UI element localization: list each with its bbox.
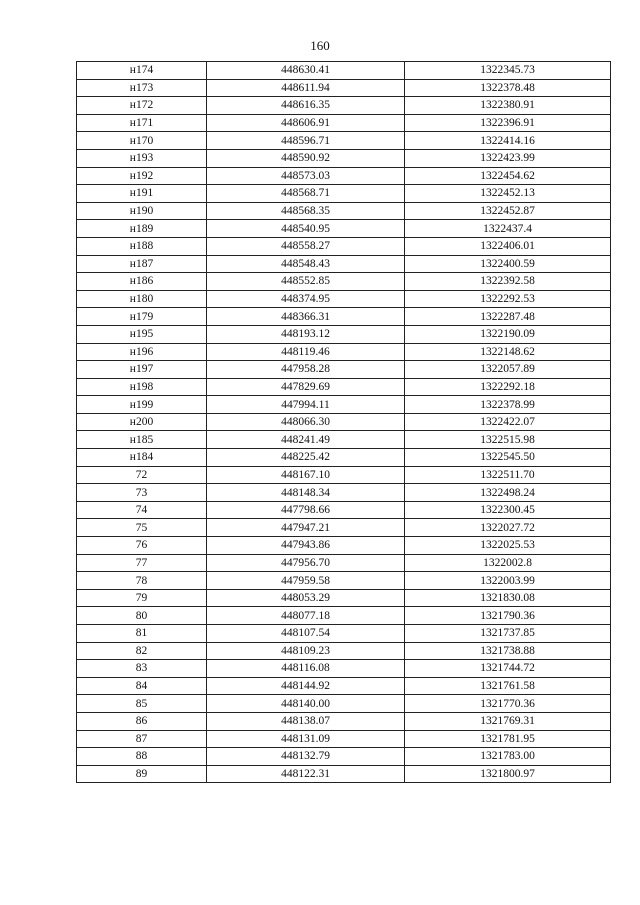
y-coordinate-cell: 1322452.13: [405, 185, 611, 203]
point-id-cell: н197: [77, 361, 207, 379]
point-id-cell: н199: [77, 396, 207, 414]
y-coordinate-cell: 1322454.62: [405, 167, 611, 185]
point-id-cell: н180: [77, 290, 207, 308]
y-coordinate-cell: 1322396.91: [405, 114, 611, 132]
point-id-cell: 83: [77, 660, 207, 678]
x-coordinate-cell: 448107.54: [207, 625, 405, 643]
y-coordinate-cell: 1321783.00: [405, 748, 611, 766]
x-coordinate-cell: 448122.31: [207, 765, 405, 783]
x-coordinate-cell: 448573.03: [207, 167, 405, 185]
table-row: [77, 185, 611, 203]
table-row: [77, 572, 611, 590]
x-coordinate-cell: 448366.31: [207, 308, 405, 326]
table-row: [77, 484, 611, 502]
point-id-cell: н173: [77, 79, 207, 97]
table-row: [77, 660, 611, 678]
point-id-cell: 86: [77, 712, 207, 730]
table-row: [77, 677, 611, 695]
table-row: [77, 695, 611, 713]
point-id-cell: 82: [77, 642, 207, 660]
table-row: [77, 607, 611, 625]
coordinates-table: [76, 61, 611, 783]
x-coordinate-cell: 447943.86: [207, 537, 405, 555]
point-id-cell: н193: [77, 149, 207, 167]
table-row: [77, 396, 611, 414]
y-coordinate-cell: 1322300.45: [405, 501, 611, 519]
table-row: [77, 449, 611, 467]
y-coordinate-cell: 1322414.16: [405, 132, 611, 150]
y-coordinate-cell: 1322406.01: [405, 237, 611, 255]
point-id-cell: 80: [77, 607, 207, 625]
x-coordinate-cell: 448131.09: [207, 730, 405, 748]
table-row: [77, 202, 611, 220]
table-row: [77, 537, 611, 555]
point-id-cell: н184: [77, 449, 207, 467]
x-coordinate-cell: 447994.11: [207, 396, 405, 414]
point-id-cell: н179: [77, 308, 207, 326]
table-row: [77, 167, 611, 185]
y-coordinate-cell: 1322025.53: [405, 537, 611, 555]
x-coordinate-cell: 448109.23: [207, 642, 405, 660]
x-coordinate-cell: 448077.18: [207, 607, 405, 625]
page-number: 160: [310, 38, 330, 53]
y-coordinate-cell: 1322292.53: [405, 290, 611, 308]
x-coordinate-cell: 448590.92: [207, 149, 405, 167]
point-id-cell: н170: [77, 132, 207, 150]
table-row: [77, 554, 611, 572]
point-id-cell: н190: [77, 202, 207, 220]
x-coordinate-cell: 448606.91: [207, 114, 405, 132]
table-row: [77, 413, 611, 431]
point-id-cell: н171: [77, 114, 207, 132]
y-coordinate-cell: 1322545.50: [405, 449, 611, 467]
table-row: [77, 79, 611, 97]
table-row: [77, 149, 611, 167]
point-id-cell: н191: [77, 185, 207, 203]
table-row: [77, 255, 611, 273]
y-coordinate-cell: 1322515.98: [405, 431, 611, 449]
point-id-cell: н186: [77, 273, 207, 291]
x-coordinate-cell: 447958.28: [207, 361, 405, 379]
table-row: [77, 431, 611, 449]
point-id-cell: н172: [77, 97, 207, 115]
table-row: [77, 361, 611, 379]
x-coordinate-cell: 448558.27: [207, 237, 405, 255]
point-id-cell: н188: [77, 237, 207, 255]
point-id-cell: 78: [77, 572, 207, 590]
y-coordinate-cell: 1321830.08: [405, 589, 611, 607]
y-coordinate-cell: 1322423.99: [405, 149, 611, 167]
y-coordinate-cell: 1322002.8: [405, 554, 611, 572]
table-row: [77, 237, 611, 255]
y-coordinate-cell: 1321769.31: [405, 712, 611, 730]
x-coordinate-cell: 448138.07: [207, 712, 405, 730]
y-coordinate-cell: 1322345.73: [405, 62, 611, 80]
point-id-cell: н187: [77, 255, 207, 273]
y-coordinate-cell: 1322057.89: [405, 361, 611, 379]
table-row: [77, 290, 611, 308]
table-row: [77, 730, 611, 748]
point-id-cell: 75: [77, 519, 207, 537]
point-id-cell: 87: [77, 730, 207, 748]
y-coordinate-cell: 1322400.59: [405, 255, 611, 273]
x-coordinate-cell: 448241.49: [207, 431, 405, 449]
table-row: [77, 519, 611, 537]
table-row: [77, 273, 611, 291]
table-row: [77, 501, 611, 519]
x-coordinate-cell: 448568.35: [207, 202, 405, 220]
x-coordinate-cell: 448193.12: [207, 325, 405, 343]
y-coordinate-cell: 1322148.62: [405, 343, 611, 361]
y-coordinate-cell: 1322378.48: [405, 79, 611, 97]
point-id-cell: н198: [77, 378, 207, 396]
y-coordinate-cell: 1322380.91: [405, 97, 611, 115]
y-coordinate-cell: 1321737.85: [405, 625, 611, 643]
y-coordinate-cell: 1322498.24: [405, 484, 611, 502]
y-coordinate-cell: 1322027.72: [405, 519, 611, 537]
y-coordinate-cell: 1322378.99: [405, 396, 611, 414]
point-id-cell: 81: [77, 625, 207, 643]
y-coordinate-cell: 1322422.07: [405, 413, 611, 431]
point-id-cell: 74: [77, 501, 207, 519]
table-row: [77, 378, 611, 396]
y-coordinate-cell: 1322392.58: [405, 273, 611, 291]
table-row: [77, 765, 611, 783]
x-coordinate-cell: 448066.30: [207, 413, 405, 431]
point-id-cell: 79: [77, 589, 207, 607]
point-id-cell: н189: [77, 220, 207, 238]
x-coordinate-cell: 448148.34: [207, 484, 405, 502]
x-coordinate-cell: 448053.29: [207, 589, 405, 607]
y-coordinate-cell: 1322511.70: [405, 466, 611, 484]
x-coordinate-cell: 448116.08: [207, 660, 405, 678]
point-id-cell: н174: [77, 62, 207, 80]
point-id-cell: 76: [77, 537, 207, 555]
x-coordinate-cell: 447947.21: [207, 519, 405, 537]
x-coordinate-cell: 447959.58: [207, 572, 405, 590]
x-coordinate-cell: 447798.66: [207, 501, 405, 519]
x-coordinate-cell: 448167.10: [207, 466, 405, 484]
point-id-cell: 72: [77, 466, 207, 484]
table-row: [77, 625, 611, 643]
x-coordinate-cell: 448548.43: [207, 255, 405, 273]
point-id-cell: 73: [77, 484, 207, 502]
point-id-cell: н195: [77, 325, 207, 343]
point-id-cell: н200: [77, 413, 207, 431]
y-coordinate-cell: 1322452.87: [405, 202, 611, 220]
y-coordinate-cell: 1322190.09: [405, 325, 611, 343]
y-coordinate-cell: 1321761.58: [405, 677, 611, 695]
table-row: [77, 114, 611, 132]
table-row: [77, 62, 611, 80]
point-id-cell: н185: [77, 431, 207, 449]
coordinates-table-body: [77, 62, 611, 783]
x-coordinate-cell: 448119.46: [207, 343, 405, 361]
y-coordinate-cell: 1322003.99: [405, 572, 611, 590]
point-id-cell: н192: [77, 167, 207, 185]
table-row: [77, 748, 611, 766]
x-coordinate-cell: 447829.69: [207, 378, 405, 396]
table-row: [77, 343, 611, 361]
y-coordinate-cell: 1321800.97: [405, 765, 611, 783]
x-coordinate-cell: 448132.79: [207, 748, 405, 766]
point-id-cell: 77: [77, 554, 207, 572]
y-coordinate-cell: 1322292.18: [405, 378, 611, 396]
table-row: [77, 325, 611, 343]
table-row: [77, 97, 611, 115]
x-coordinate-cell: 447956.70: [207, 554, 405, 572]
table-row: [77, 642, 611, 660]
table-row: [77, 308, 611, 326]
point-id-cell: 88: [77, 748, 207, 766]
point-id-cell: 89: [77, 765, 207, 783]
table-row: [77, 132, 611, 150]
x-coordinate-cell: 448140.00: [207, 695, 405, 713]
y-coordinate-cell: 1321770.36: [405, 695, 611, 713]
y-coordinate-cell: 1322287.48: [405, 308, 611, 326]
point-id-cell: 85: [77, 695, 207, 713]
point-id-cell: н196: [77, 343, 207, 361]
y-coordinate-cell: 1321744.72: [405, 660, 611, 678]
table-row: [77, 589, 611, 607]
x-coordinate-cell: 448611.94: [207, 79, 405, 97]
point-id-cell: 84: [77, 677, 207, 695]
x-coordinate-cell: 448616.35: [207, 97, 405, 115]
x-coordinate-cell: 448374.95: [207, 290, 405, 308]
table-row: [77, 220, 611, 238]
y-coordinate-cell: 1321790.36: [405, 607, 611, 625]
y-coordinate-cell: 1321738.88: [405, 642, 611, 660]
y-coordinate-cell: 1321781.95: [405, 730, 611, 748]
x-coordinate-cell: 448630.41: [207, 62, 405, 80]
y-coordinate-cell: 1322437.4: [405, 220, 611, 238]
x-coordinate-cell: 448144.92: [207, 677, 405, 695]
x-coordinate-cell: 448540.95: [207, 220, 405, 238]
x-coordinate-cell: 448596.71: [207, 132, 405, 150]
table-row: [77, 712, 611, 730]
table-row: [77, 466, 611, 484]
x-coordinate-cell: 448568.71: [207, 185, 405, 203]
x-coordinate-cell: 448552.85: [207, 273, 405, 291]
x-coordinate-cell: 448225.42: [207, 449, 405, 467]
